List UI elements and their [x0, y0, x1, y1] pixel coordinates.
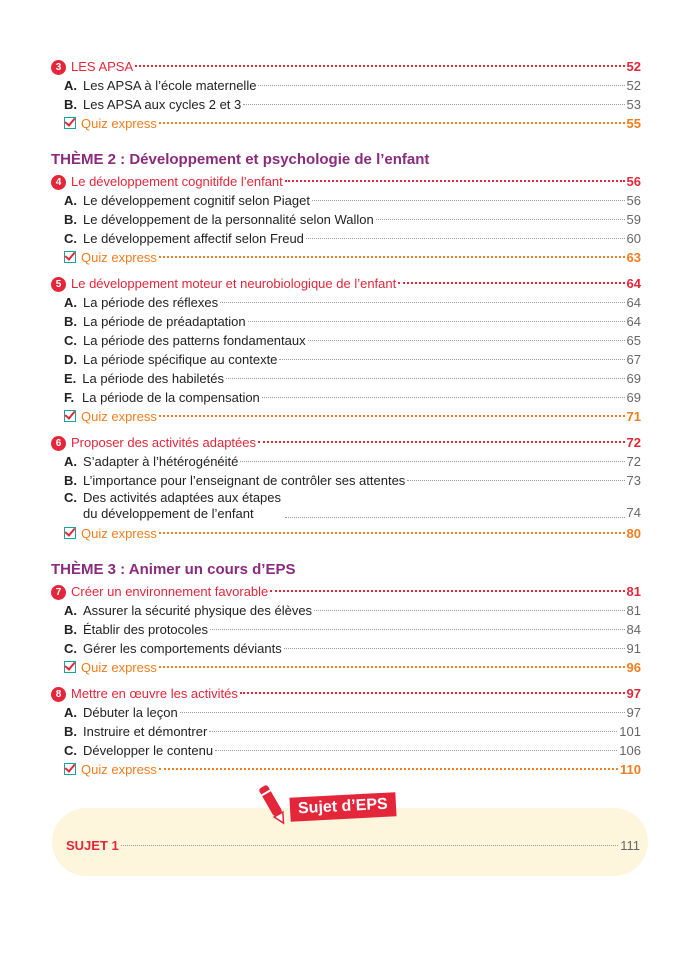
page-number: 53 — [626, 97, 641, 112]
page-number: 55 — [626, 116, 641, 131]
dot-leader — [306, 238, 625, 239]
page-number: 64 — [626, 314, 641, 329]
theme-heading: THÈME 2 : Développement et psychologie de l’enfant — [51, 151, 430, 168]
page-number: 64 — [626, 295, 641, 310]
entry-label — [64, 95, 241, 114]
entry-letter: B. — [64, 473, 77, 488]
checkbox-icon — [64, 251, 76, 263]
dot-leader — [159, 532, 625, 534]
toc-entry-quiz[interactable] — [51, 760, 641, 779]
page-number: 111 — [620, 838, 640, 853]
entry-label — [64, 452, 238, 471]
entry-label — [64, 741, 213, 760]
theme-heading: THÈME 3 : Animer un cours d’EPS — [51, 561, 296, 578]
entry-label — [64, 293, 218, 312]
page-number: 63 — [626, 250, 641, 265]
dot-leader — [159, 256, 625, 258]
toc-entry-sub[interactable] — [51, 490, 641, 524]
page-number: 106 — [619, 743, 641, 758]
toc-entry-sujet-1[interactable] — [66, 836, 640, 855]
entry-text: Quiz express — [81, 116, 157, 131]
entry-text: Le développement cognitifde l’enfant — [71, 174, 283, 189]
dot-leader — [215, 750, 617, 751]
entry-text: La période des habiletés — [82, 371, 224, 386]
page-number: 80 — [626, 526, 641, 541]
entry-text: Le développement moteur et neurobiologique de l’enfant — [71, 276, 397, 291]
toc-entry-sub[interactable] — [51, 471, 641, 490]
toc-entry-sub[interactable] — [51, 452, 641, 471]
page-number: 69 — [626, 390, 641, 405]
entry-label — [64, 114, 157, 133]
toc-entry-sub[interactable] — [51, 293, 641, 312]
dot-leader — [209, 731, 617, 732]
dot-leader — [270, 590, 624, 592]
page-number: 81 — [626, 584, 641, 599]
sujet-tag: Sujet d’EPS — [289, 792, 396, 822]
entry-letter: D. — [64, 352, 77, 367]
toc-entry-chapter[interactable] — [51, 172, 641, 191]
entry-label — [51, 274, 396, 293]
checkbox-icon — [64, 661, 76, 673]
entry-label — [64, 350, 277, 369]
entry-label — [64, 722, 207, 741]
toc-entry-sub[interactable] — [51, 388, 641, 407]
entry-label — [64, 369, 224, 388]
entry-letter: C. — [64, 490, 77, 505]
dot-leader — [279, 359, 624, 360]
entry-text: Quiz express — [81, 526, 157, 541]
page-number: 71 — [626, 409, 641, 424]
entry-text: Quiz express — [81, 409, 157, 424]
toc-entry-sub[interactable] — [51, 350, 641, 369]
toc-entry-sub[interactable] — [51, 95, 641, 114]
toc-entry-sub[interactable] — [51, 741, 641, 760]
entry-text: Des activités adaptées aux étapes du développement de l’enfant — [83, 490, 282, 521]
entry-letter: B. — [64, 97, 77, 112]
page-number: 91 — [626, 641, 641, 656]
toc-entry-chapter[interactable] — [51, 582, 641, 601]
dot-leader — [285, 517, 625, 518]
page-number: 72 — [626, 454, 641, 469]
entry-text: Quiz express — [81, 250, 157, 265]
entry-text: Les APSA à l’école maternelle — [83, 78, 257, 93]
entry-letter: B. — [64, 314, 77, 329]
dot-leader — [284, 648, 625, 649]
toc-entry-sub[interactable] — [51, 191, 641, 210]
checkbox-icon — [64, 410, 76, 422]
entry-text: La période de préadaptation — [83, 314, 246, 329]
page-number: 74 — [626, 505, 641, 520]
page-number: 72 — [626, 435, 641, 450]
entry-letter: E. — [64, 371, 77, 386]
entry-text: Établir des protocoles — [83, 622, 209, 637]
entry-text: Créer un environnement favorable — [71, 584, 269, 599]
page-number: 52 — [626, 59, 641, 74]
page-number: 59 — [626, 212, 641, 227]
entry-letter: B. — [64, 212, 77, 227]
entry-letter: B. — [64, 622, 77, 637]
page-number: 73 — [626, 473, 641, 488]
entry-letter: A. — [64, 193, 77, 208]
entry-text: LES APSA — [71, 59, 134, 74]
toc-entry-quiz[interactable] — [51, 407, 641, 426]
entry-label — [64, 191, 310, 210]
page-number: 97 — [626, 705, 641, 720]
entry-text: Les APSA aux cycles 2 et 3 — [83, 97, 242, 112]
entry-letter: C. — [64, 231, 77, 246]
entry-label — [64, 524, 157, 543]
pencil-icon — [258, 782, 288, 828]
page-number: 56 — [626, 193, 641, 208]
dot-leader — [159, 768, 618, 770]
entry-text: Le développement de la personnalité selon Wallon — [83, 212, 374, 227]
entry-label — [64, 601, 312, 620]
entry-text: Proposer des activités adaptées — [71, 435, 256, 450]
toc-entry-quiz[interactable] — [51, 114, 641, 133]
entry-text: Le développement cognitif selon Piaget — [83, 193, 310, 208]
entry-letter: B. — [64, 724, 77, 739]
toc-entry-quiz[interactable] — [51, 524, 641, 543]
dot-leader — [285, 180, 625, 182]
entry-label — [51, 172, 283, 191]
toc-entry-chapter[interactable] — [51, 274, 641, 293]
entry-letter: A. — [64, 454, 77, 469]
entry-text: Mettre en œuvre les activités — [71, 686, 238, 701]
dot-leader — [159, 122, 625, 124]
dot-leader — [398, 282, 624, 284]
entry-label — [64, 331, 306, 350]
page-number: 60 — [626, 231, 641, 246]
toc-entry-quiz[interactable] — [51, 658, 641, 677]
toc-entry-sub[interactable] — [51, 229, 641, 248]
page-number: 65 — [626, 333, 641, 348]
toc-entry-sub[interactable] — [51, 601, 641, 620]
dot-leader — [258, 441, 625, 443]
page-number: 97 — [626, 686, 641, 701]
entry-label — [64, 620, 208, 639]
chapter-number-badge: 8 — [51, 687, 66, 702]
chapter-number-badge: 4 — [51, 175, 66, 190]
dot-leader — [240, 461, 624, 462]
chapter-number-badge: 3 — [51, 60, 66, 75]
entry-label — [64, 703, 178, 722]
entry-letter: F. — [64, 390, 75, 405]
table-of-contents — [51, 57, 641, 779]
entry-letter: C. — [64, 743, 77, 758]
dot-leader — [159, 415, 625, 417]
entry-text: Développer le contenu — [83, 743, 214, 758]
dot-leader — [308, 340, 625, 341]
entry-text: Instruire et démontrer — [83, 724, 208, 739]
entry-letter: C. — [64, 333, 77, 348]
page-number: 56 — [626, 174, 641, 189]
toc-entry-sub[interactable] — [51, 210, 641, 229]
entry-label — [51, 684, 238, 703]
dot-leader — [376, 219, 625, 220]
chapter-number-badge: 7 — [51, 585, 66, 600]
dot-leader — [180, 712, 625, 713]
toc-entry-sub[interactable] — [51, 703, 641, 722]
chapter-number-badge: 6 — [51, 436, 66, 451]
page-number: 101 — [619, 724, 641, 739]
entry-letter: A. — [64, 78, 77, 93]
entry-label — [64, 388, 260, 407]
dot-leader — [220, 302, 624, 303]
entry-label — [64, 760, 157, 779]
checkbox-icon — [64, 527, 76, 539]
entry-label — [64, 210, 374, 229]
dot-leader — [121, 845, 618, 846]
toc-entry-sub[interactable] — [51, 76, 641, 95]
dot-leader — [243, 104, 624, 105]
dot-leader — [407, 480, 624, 481]
entry-label — [64, 248, 157, 267]
entry-label — [64, 490, 283, 522]
entry-text: Débuter la leçon — [83, 705, 178, 720]
dot-leader — [210, 629, 625, 630]
dot-leader — [312, 200, 625, 201]
toc-entry-sub[interactable] — [51, 722, 641, 741]
toc-entry-sub[interactable] — [51, 369, 641, 388]
page-number: 84 — [626, 622, 641, 637]
toc-entry-quiz[interactable] — [51, 248, 641, 267]
entry-text: La période des réflexes — [83, 295, 219, 310]
entry-text: Quiz express — [81, 762, 157, 777]
entry-label — [51, 57, 133, 76]
dot-leader — [159, 666, 625, 668]
toc-entry-chapter[interactable] — [51, 684, 641, 703]
entry-text: Gérer les comportements déviants — [83, 641, 282, 656]
checkbox-icon — [64, 763, 76, 775]
entry-text: Quiz express — [81, 660, 157, 675]
entry-label — [64, 639, 282, 658]
entry-label — [51, 582, 268, 601]
entry-label — [64, 229, 304, 248]
entry-text: Assurer la sécurité physique des élèves — [83, 603, 313, 618]
entry-text: Le développement affectif selon Freud — [83, 231, 304, 246]
dot-leader — [258, 85, 624, 86]
page-number: 69 — [626, 371, 641, 386]
page-number: 64 — [626, 276, 641, 291]
dot-leader — [226, 378, 625, 379]
toc-entry-chapter[interactable] — [51, 57, 641, 76]
toc-entry-sub[interactable] — [51, 331, 641, 350]
entry-label — [64, 658, 157, 677]
entry-text: S’adapter à l’hétérogénéité — [83, 454, 239, 469]
chapter-number-badge: 5 — [51, 277, 66, 292]
entry-letter: C. — [64, 641, 77, 656]
toc-entry-sub[interactable] — [51, 639, 641, 658]
entry-label — [64, 471, 405, 490]
entry-label: SUJET 1 — [66, 838, 119, 853]
entry-label — [64, 76, 256, 95]
entry-text: L’importance pour l’enseignant de contrôler ses attentes — [83, 473, 406, 488]
page-number: 96 — [626, 660, 641, 675]
dot-leader — [248, 321, 625, 322]
entry-text: La période spécifique au contexte — [83, 352, 278, 367]
entry-label — [64, 407, 157, 426]
checkbox-icon — [64, 117, 76, 129]
dot-leader — [314, 610, 624, 611]
dot-leader — [262, 397, 625, 398]
dot-leader — [135, 65, 624, 67]
entry-label — [51, 433, 256, 452]
page-number: 81 — [626, 603, 641, 618]
dot-leader — [240, 692, 625, 694]
page-number: 67 — [626, 352, 641, 367]
entry-text: La période de la compensation — [82, 390, 260, 405]
toc-entry-chapter[interactable] — [51, 433, 641, 452]
entry-text: La période des patterns fondamentaux — [83, 333, 306, 348]
entry-label — [64, 312, 246, 331]
page-number: 110 — [620, 762, 641, 777]
entry-letter: A. — [64, 603, 77, 618]
toc-entry-sub[interactable] — [51, 312, 641, 331]
toc-entry-sub[interactable] — [51, 620, 641, 639]
entry-letter: A. — [64, 705, 77, 720]
page-number: 52 — [626, 78, 641, 93]
entry-letter: A. — [64, 295, 77, 310]
